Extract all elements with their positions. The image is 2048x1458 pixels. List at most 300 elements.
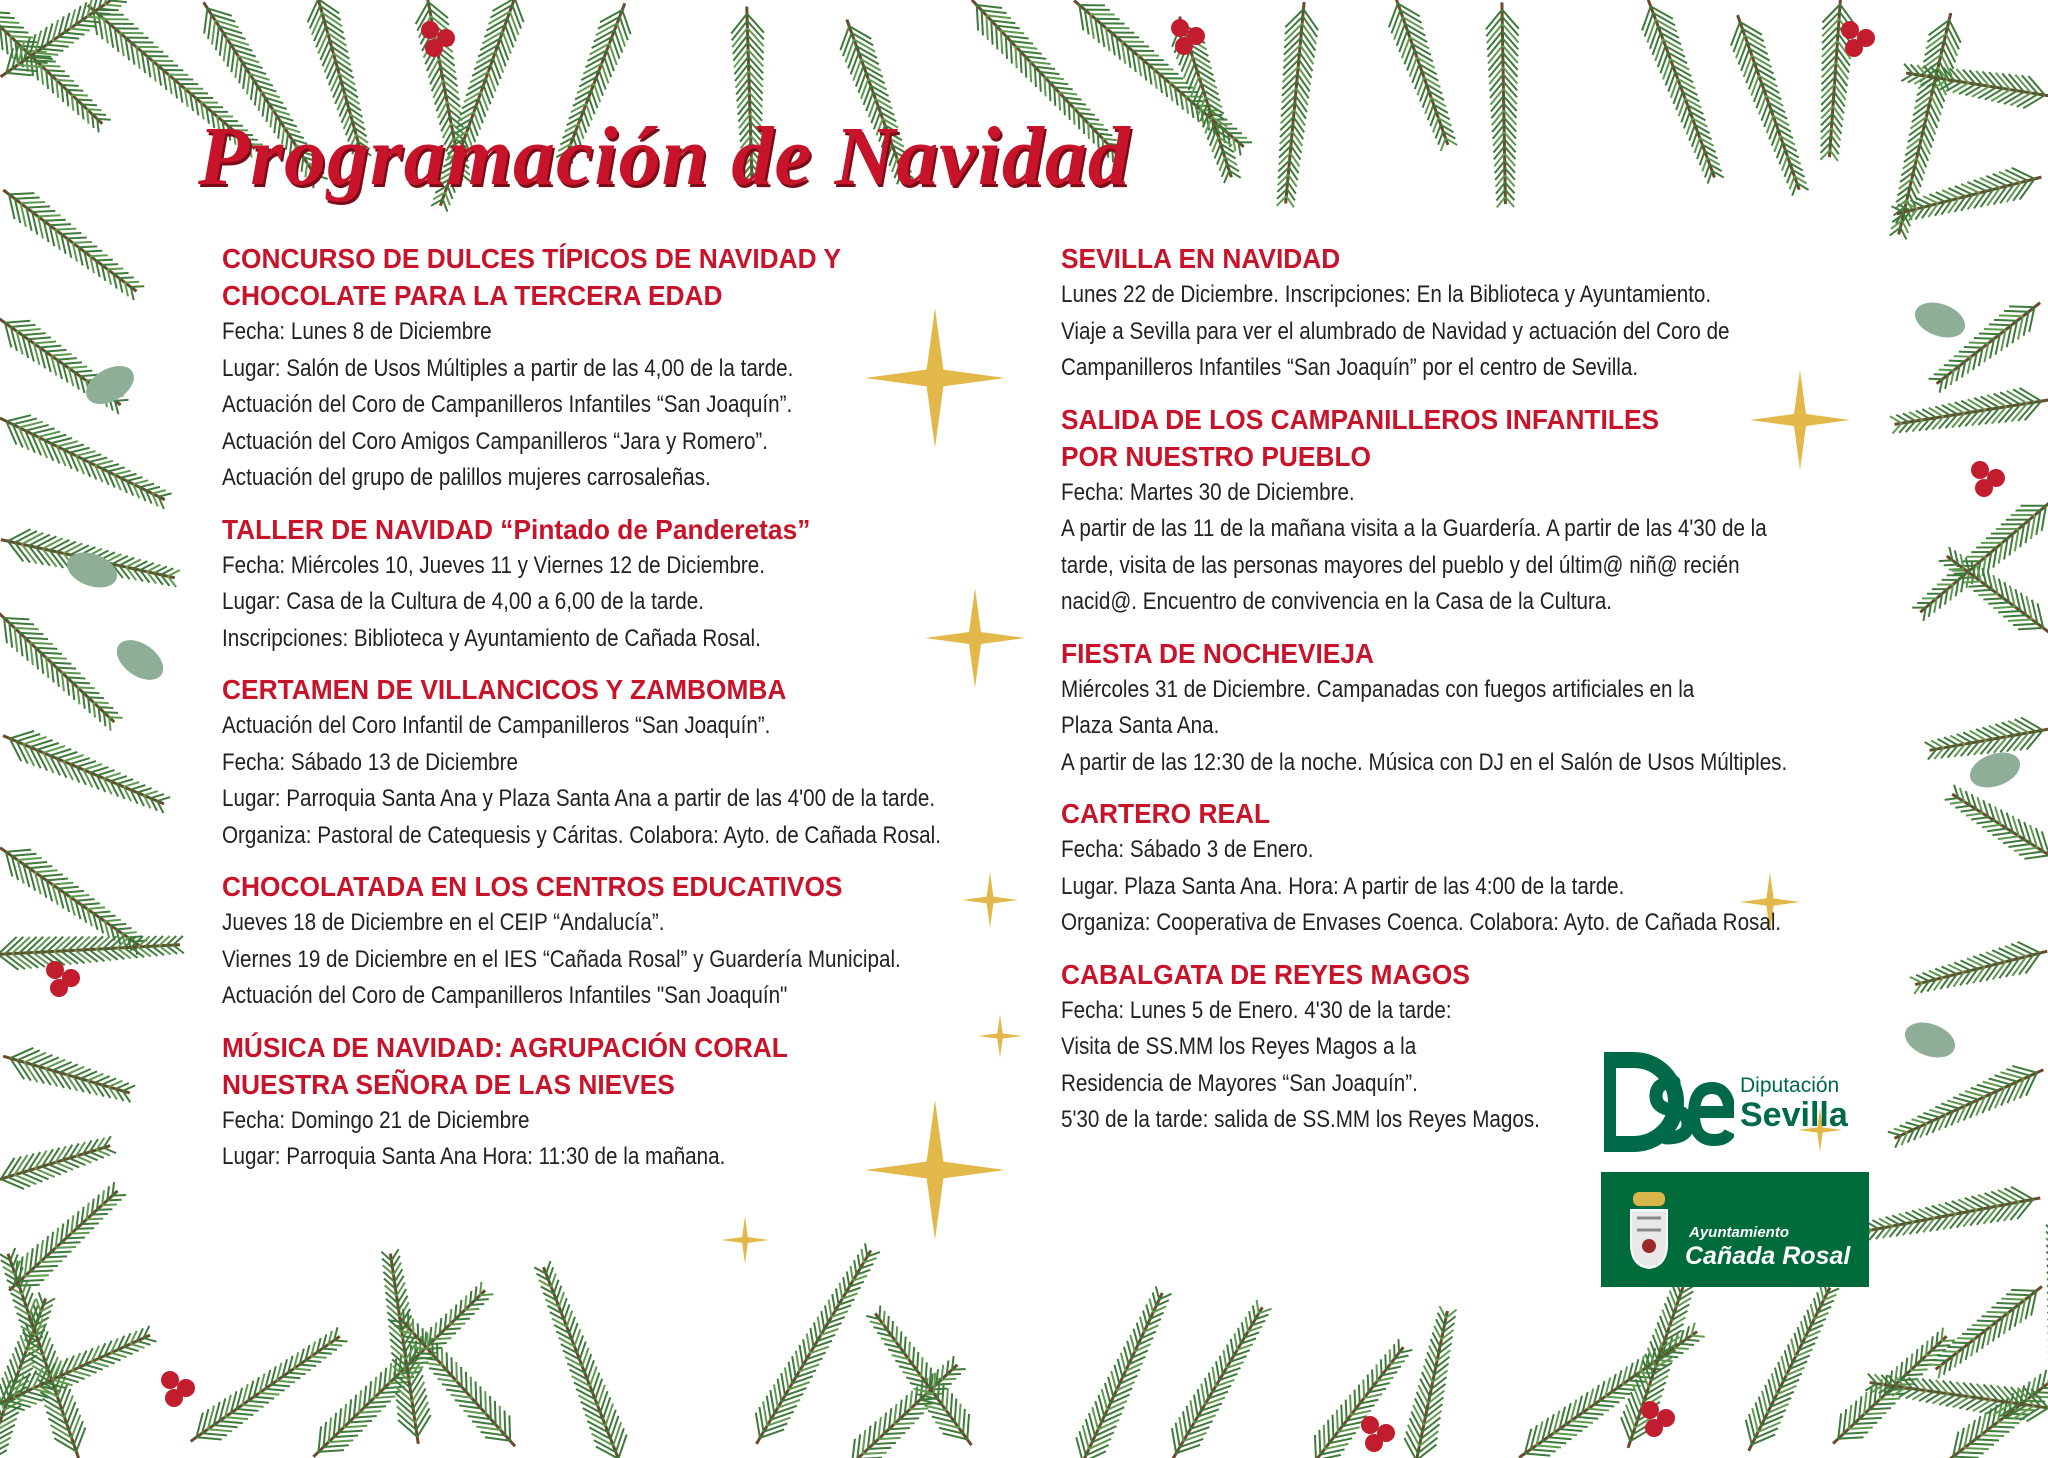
pine-needle — [38, 1057, 58, 1066]
pine-needle — [934, 1373, 935, 1394]
pine-needle — [1834, 92, 1845, 107]
pine-needle — [1974, 180, 1994, 189]
pine-needle — [1792, 183, 1797, 196]
pine-needle — [1410, 1418, 1421, 1439]
event-detail: Lunes 22 de Diciembre. Inscripciones: En la Biblioteca y Ayuntamiento. — [1061, 281, 1712, 308]
left-event-column — [222, 240, 1042, 1190]
pine-needle — [70, 895, 89, 897]
pine-needle — [41, 49, 63, 51]
pine-needle — [22, 533, 44, 544]
pine-needle — [1917, 1116, 1933, 1120]
pine-needle — [329, 1440, 354, 1442]
pine-needle — [850, 1266, 852, 1281]
pine-needle — [2005, 170, 2027, 181]
pine-needle — [78, 1368, 96, 1373]
pine-needle — [1411, 1412, 1422, 1432]
pine-needle — [899, 1418, 919, 1419]
pine-stem — [1894, 1070, 2043, 1139]
pine-needle — [455, 1319, 470, 1320]
pine-needle — [140, 484, 155, 488]
pine-needle — [1979, 333, 2000, 334]
pine-needle — [1201, 1384, 1205, 1405]
pine-needle — [1049, 82, 1050, 101]
pine-needle — [5, 31, 28, 32]
pine-needle — [440, 1333, 456, 1334]
pine-needle — [1294, 117, 1305, 132]
pine-needle — [22, 333, 45, 335]
pine-needle — [6, 850, 31, 852]
pine-needle — [6, 73, 31, 75]
pine-needle — [1035, 67, 1036, 87]
pine-needle — [1946, 82, 1961, 91]
event-title: CERTAMEN DE VILLANCICOS Y ZAMBOMBA — [222, 674, 787, 705]
pine-needle — [1491, 103, 1503, 118]
pine-needle — [430, 66, 440, 84]
pine-needle — [1959, 84, 1975, 94]
pine-needle — [1631, 1392, 1640, 1414]
pine-needle — [69, 366, 88, 368]
pine-needle — [1190, 1400, 1194, 1423]
pine-needle — [1811, 1304, 1815, 1319]
pine-needle — [1801, 1321, 1805, 1338]
pine-needle — [1952, 1201, 1970, 1211]
pine-needle — [1355, 1390, 1356, 1410]
pine-needle — [490, 1396, 491, 1419]
pine-needle — [28, 1171, 48, 1180]
pine-needle — [1936, 1345, 1950, 1346]
pine-needle — [57, 441, 78, 446]
pine-needle — [480, 1386, 481, 1408]
event-title: NUESTRA SEÑORA DE LAS NIEVES — [222, 1068, 675, 1100]
pine-needle — [471, 1377, 472, 1398]
pine-needle — [151, 794, 164, 798]
pine-needle — [1974, 338, 1994, 339]
pine-needle — [1441, 138, 1446, 151]
pine-needle — [1040, 72, 1041, 92]
pine-needle — [1946, 34, 1957, 56]
pine-needle — [1972, 1325, 1992, 1326]
pine-needle — [1381, 1359, 1382, 1375]
pine-needle — [1198, 1389, 1202, 1411]
event-title: CHOCOLATADA EN LOS CENTROS EDUCATIVOS — [222, 871, 843, 902]
pine-needle — [1705, 164, 1710, 177]
pine-needle — [900, 1331, 901, 1347]
pine-needle — [1554, 1433, 1577, 1435]
pine-needle — [1817, 1292, 1820, 1306]
pine-needle — [1733, 29, 1742, 52]
pine-needle — [127, 477, 143, 481]
pine-needle — [1992, 832, 2012, 835]
pine-needle — [946, 1388, 948, 1411]
pine-needle — [1420, 1379, 1430, 1397]
pine-needle — [12, 69, 37, 71]
pine-needle — [63, 445, 83, 450]
pine-needle — [72, 95, 88, 96]
pine-needle — [781, 1373, 785, 1395]
pine-needle — [986, 15, 987, 40]
pine-needle — [41, 653, 62, 654]
pine-needle — [1011, 41, 1012, 63]
pine-needle — [1980, 954, 1999, 963]
pine-needle — [1849, 1428, 1873, 1429]
pine-needle — [1492, 118, 1504, 132]
pine-needle — [92, 1214, 108, 1215]
pine-needle — [509, 1415, 510, 1440]
holly-berry — [1841, 21, 1859, 39]
pine-needle — [76, 25, 95, 27]
pine-needle — [1134, 1329, 1138, 1345]
pine-needle — [1929, 1110, 1946, 1115]
pine-needle — [1417, 1392, 1427, 1411]
event-block — [222, 1029, 1042, 1176]
pine-needle — [1968, 586, 1986, 587]
pine-needle — [1674, 1348, 1689, 1349]
pine-needle — [47, 879, 69, 881]
pine-needle — [38, 215, 61, 216]
pine-needle — [1996, 1303, 2019, 1304]
pine-needle — [1966, 1399, 1984, 1410]
pine-needle — [1854, 1423, 1878, 1424]
pine-needle — [562, 1298, 567, 1313]
pine-needle — [1127, 1341, 1132, 1358]
pine-needle — [475, 1299, 489, 1300]
pine-needle — [0, 21, 19, 23]
pine-needle — [1582, 1413, 1603, 1415]
pine-needle — [5, 321, 30, 323]
pine-needle — [955, 1398, 957, 1422]
pine-needle — [1149, 1298, 1153, 1312]
pine-needle — [1999, 315, 2023, 316]
pine-needle — [1978, 594, 1997, 595]
pine-needle — [101, 464, 118, 468]
event-detail: Lugar: Casa de la Cultura de 4,00 a 6,00 de la tarde. — [222, 588, 704, 615]
pine-needle — [85, 1365, 103, 1370]
canada-rosal-label: Cañada Rosal — [1685, 1242, 1851, 1270]
pine-needle — [905, 1413, 924, 1414]
pine-needle — [107, 1200, 121, 1201]
pine-needle — [1991, 90, 2010, 101]
pine-needle — [1172, 1428, 1176, 1453]
pine-needle — [1296, 96, 1307, 112]
pine-needle — [25, 1275, 49, 1276]
pine-needle — [1504, 118, 1516, 132]
pine-needle — [1982, 825, 2001, 828]
pine-needle — [1948, 27, 1959, 49]
pine-needle — [1785, 1350, 1790, 1369]
pine-needle — [328, 1344, 342, 1345]
pine-needle — [917, 1352, 918, 1371]
pine-needle — [749, 86, 762, 101]
pine-needle — [212, 20, 215, 44]
pine-needle — [1964, 1448, 1989, 1449]
pine-needle — [83, 692, 100, 693]
event-block — [1061, 240, 1861, 387]
pine-needle — [28, 337, 51, 339]
pine-needle — [843, 1277, 846, 1293]
pine-needle — [863, 1453, 887, 1454]
pine-needle — [228, 44, 231, 67]
pine-needle — [1933, 89, 1943, 108]
pine-needle — [1834, 84, 1845, 99]
pine-needle — [1686, 1340, 1700, 1341]
pine-needle — [1900, 1126, 1914, 1130]
pine-needle — [1504, 103, 1517, 118]
pine-needle — [1787, 170, 1792, 184]
pine-needle — [736, 71, 749, 88]
pine-needle — [12, 854, 37, 856]
pine-needle — [1700, 151, 1705, 165]
pine-needle — [2012, 168, 2035, 179]
pine-needle — [1837, 55, 1850, 72]
pine-needle — [1020, 51, 1021, 73]
pine-needle — [108, 269, 124, 270]
pine-needle — [854, 1260, 856, 1274]
pine-needle — [1234, 1333, 1237, 1349]
pine-needle — [1372, 1369, 1373, 1386]
pine-needle — [756, 1413, 760, 1438]
pine-needle — [1156, 1286, 1159, 1299]
pine-needle — [737, 86, 749, 102]
pine-needle — [311, 1357, 326, 1358]
pine-needle — [95, 461, 113, 465]
pine-needle — [1708, 171, 1713, 184]
pine-needle — [1493, 139, 1504, 152]
pine-needle — [10, 1248, 15, 1261]
pine-needle — [456, 1362, 457, 1381]
event-title: SALIDA DE LOS CAMPANILLEROS INFANTILES — [1061, 403, 1660, 435]
pine-needle — [1963, 581, 1980, 582]
pine-needle — [36, 648, 58, 649]
pine-needle — [470, 1304, 484, 1305]
pine-needle — [1391, 10, 1400, 33]
pine-needle — [15, 198, 40, 199]
pine-needle — [254, 1397, 274, 1399]
pine-needle — [45, 350, 66, 352]
pine-needle — [1368, 1374, 1369, 1392]
pine-needle — [2008, 619, 2032, 620]
pine-needle — [884, 1311, 885, 1325]
pine-needle — [1791, 1339, 1795, 1357]
pine-needle — [1121, 1353, 1126, 1371]
pine-needle — [110, 776, 127, 781]
pine-needle — [1982, 1316, 2003, 1317]
pine-needle — [1932, 1206, 1949, 1216]
pine-needle — [423, 1328, 424, 1344]
pine-needle — [112, 1195, 126, 1196]
pine-stem — [1952, 794, 2048, 859]
pine-needle — [1628, 1398, 1637, 1421]
pine-needle — [505, 1411, 506, 1436]
pine-needle — [485, 1391, 486, 1414]
event-detail: Actuación del Coro de Campanilleros Infantiles “San Joaquín”. — [222, 391, 793, 418]
pine-needle — [72, 1415, 81, 1438]
pine-needle — [248, 1401, 269, 1403]
event-detail: Inscripciones: Biblioteca y Ayuntamiento de Cañada Rosal. — [222, 624, 761, 652]
pine-needle — [1804, 1315, 1808, 1331]
pine-needle — [1494, 146, 1505, 159]
pine-needle — [913, 1347, 914, 1365]
pine-stem — [1519, 1332, 1697, 1458]
pine-needle — [4, 618, 29, 619]
event-detail: Lugar: Parroquia Santa Ana y Plaza Santa Ana a partir de las 4'00 de la tarde. — [222, 785, 936, 812]
pine-needle — [774, 1384, 778, 1407]
pine-needle — [1983, 598, 2003, 599]
pine-needle — [2013, 624, 2038, 625]
pine-needle — [282, 1377, 300, 1379]
pine-needle — [56, 80, 74, 81]
pine-needle — [1118, 1359, 1123, 1378]
pine-needle — [814, 1322, 817, 1341]
pine-needle — [61, 1242, 81, 1243]
pine-needle — [277, 1381, 295, 1383]
pine-needle — [1045, 77, 1046, 96]
pine-needle — [1971, 817, 1988, 819]
pine-needle — [1957, 1338, 1975, 1339]
pine-needle — [1959, 1452, 1984, 1453]
pine-needle — [857, 1434, 860, 1458]
event-detail: A partir de las 12:30 de la noche. Música con DJ en el Salón de Usos Múltiples. — [1061, 748, 1788, 776]
pine-needle — [80, 375, 97, 376]
pine-needle — [1941, 1340, 1955, 1341]
pine-needle — [50, 224, 71, 225]
pine-needle — [247, 74, 250, 95]
pine-needle — [549, 1267, 553, 1280]
pine-needle — [789, 1362, 793, 1384]
holly-berry — [1641, 1401, 1659, 1419]
pine-needle — [93, 13, 111, 15]
pine-needle — [237, 1409, 259, 1411]
pine-needle — [159, 493, 172, 496]
pine-needle — [1925, 1207, 1942, 1216]
pine-needle — [910, 1408, 929, 1409]
pine-needle — [1114, 1365, 1119, 1384]
pine-needle — [1324, 1425, 1325, 1449]
pine-needle — [56, 1247, 76, 1248]
pine-needle — [104, 712, 118, 713]
ayuntamiento-canada-rosal-logo — [1601, 1172, 1869, 1287]
pine-needle — [1408, 1425, 1420, 1446]
pine-needle — [114, 471, 131, 475]
event-detail: Fecha: Martes 30 de Diciembre. — [1061, 478, 1355, 506]
pine-needle — [1970, 1444, 1994, 1445]
pine-needle — [832, 1294, 835, 1311]
pine-needle — [1341, 1405, 1342, 1427]
pine-needle — [1319, 1430, 1320, 1455]
pine-needle — [1843, 1432, 1868, 1433]
pine-needle — [1390, 1349, 1391, 1364]
pine-needle — [1153, 1292, 1157, 1305]
pine-needle — [66, 1238, 85, 1239]
pine-needle — [1559, 1429, 1582, 1431]
pine-needle — [67, 677, 85, 678]
pine-needle — [204, 8, 207, 33]
event-detail: Fecha: Lunes 5 de Enero. 4'30 de la tarde: — [1061, 996, 1452, 1024]
pine-needle — [1835, 70, 1847, 86]
pine-needle — [9, 623, 34, 624]
pine-needle — [1137, 1323, 1141, 1339]
pine-needle — [70, 29, 90, 31]
pine-needle — [1788, 1344, 1792, 1362]
pine-needle — [47, 45, 69, 47]
pine-needle — [117, 948, 131, 958]
pine-needle — [2008, 721, 2029, 733]
pine-needle — [231, 1413, 253, 1415]
pine-needle — [1981, 1435, 2004, 1436]
holly-berry — [425, 39, 443, 57]
pine-needle — [1605, 1397, 1625, 1399]
pine-needle — [1565, 1425, 1588, 1427]
event-title: FIESTA DE NOCHEVIEJA — [1061, 637, 1374, 669]
pine-needle — [846, 39, 854, 62]
pine-needle — [41, 874, 63, 876]
pine-needle — [1227, 1345, 1230, 1362]
pine-needle — [131, 286, 145, 287]
page-title: Programación de Navidad — [198, 110, 1131, 203]
pine-needle — [1350, 1395, 1351, 1415]
event-title: SEVILLA EN NAVIDAD — [1061, 243, 1341, 274]
holly-berry — [1971, 461, 1989, 479]
pine-needle — [1130, 1335, 1134, 1352]
pine-needle — [111, 1353, 127, 1357]
pine-needle — [15, 1175, 37, 1184]
pine-needle — [1998, 1422, 2020, 1423]
pine-needle — [2014, 848, 2037, 851]
pine-needle — [2006, 1294, 2031, 1295]
pine-needle — [942, 1379, 957, 1380]
pine-needle — [324, 1445, 349, 1447]
pine-needle — [1950, 802, 1964, 804]
pine-needle — [892, 1321, 893, 1336]
pine-needle — [476, 1381, 477, 1403]
pine-needle — [72, 682, 90, 683]
event-block — [222, 671, 1042, 854]
pine-needle — [1436, 125, 1441, 139]
pine-needle — [34, 342, 56, 344]
pine-needle — [1525, 1453, 1550, 1455]
pine-needle — [1691, 1336, 1704, 1337]
pine-needle — [1926, 117, 1935, 135]
coat-of-arms-icon — [1625, 1188, 1673, 1272]
pine-needle — [996, 26, 997, 50]
event-detail: Fecha: Sábado 13 de Diciembre — [222, 748, 519, 776]
pine-needle — [1973, 590, 1992, 591]
pine-needle — [1984, 329, 2006, 330]
pine-needle — [1183, 1411, 1187, 1435]
pine-needle — [460, 1314, 475, 1315]
pine-needle — [81, 1223, 98, 1224]
pine-needle — [1296, 88, 1308, 105]
pine-needle — [1194, 1395, 1198, 1417]
pine-needle — [435, 1338, 452, 1339]
event-title: CABALGATA DE REYES MAGOS — [1061, 958, 1470, 990]
pine-needle — [15, 628, 39, 629]
pine-needle — [896, 1326, 897, 1342]
event-detail: Fecha: Domingo 21 de Diciembre — [222, 1106, 530, 1134]
pine-needle — [71, 1233, 90, 1234]
pine-needle — [428, 59, 439, 78]
holly-berry — [165, 1389, 183, 1407]
pine-needle — [1998, 836, 2019, 839]
pine-needle — [1974, 398, 1992, 409]
event-block — [1061, 401, 1861, 621]
pine-needle — [470, 1291, 471, 1305]
pine-needle — [1006, 36, 1007, 59]
pine-needle — [1212, 1367, 1215, 1386]
pine-needle — [1359, 1385, 1360, 1404]
pine-needle — [1874, 1403, 1895, 1404]
pine-needle — [1949, 569, 1964, 570]
pine-needle — [79, 246, 98, 247]
